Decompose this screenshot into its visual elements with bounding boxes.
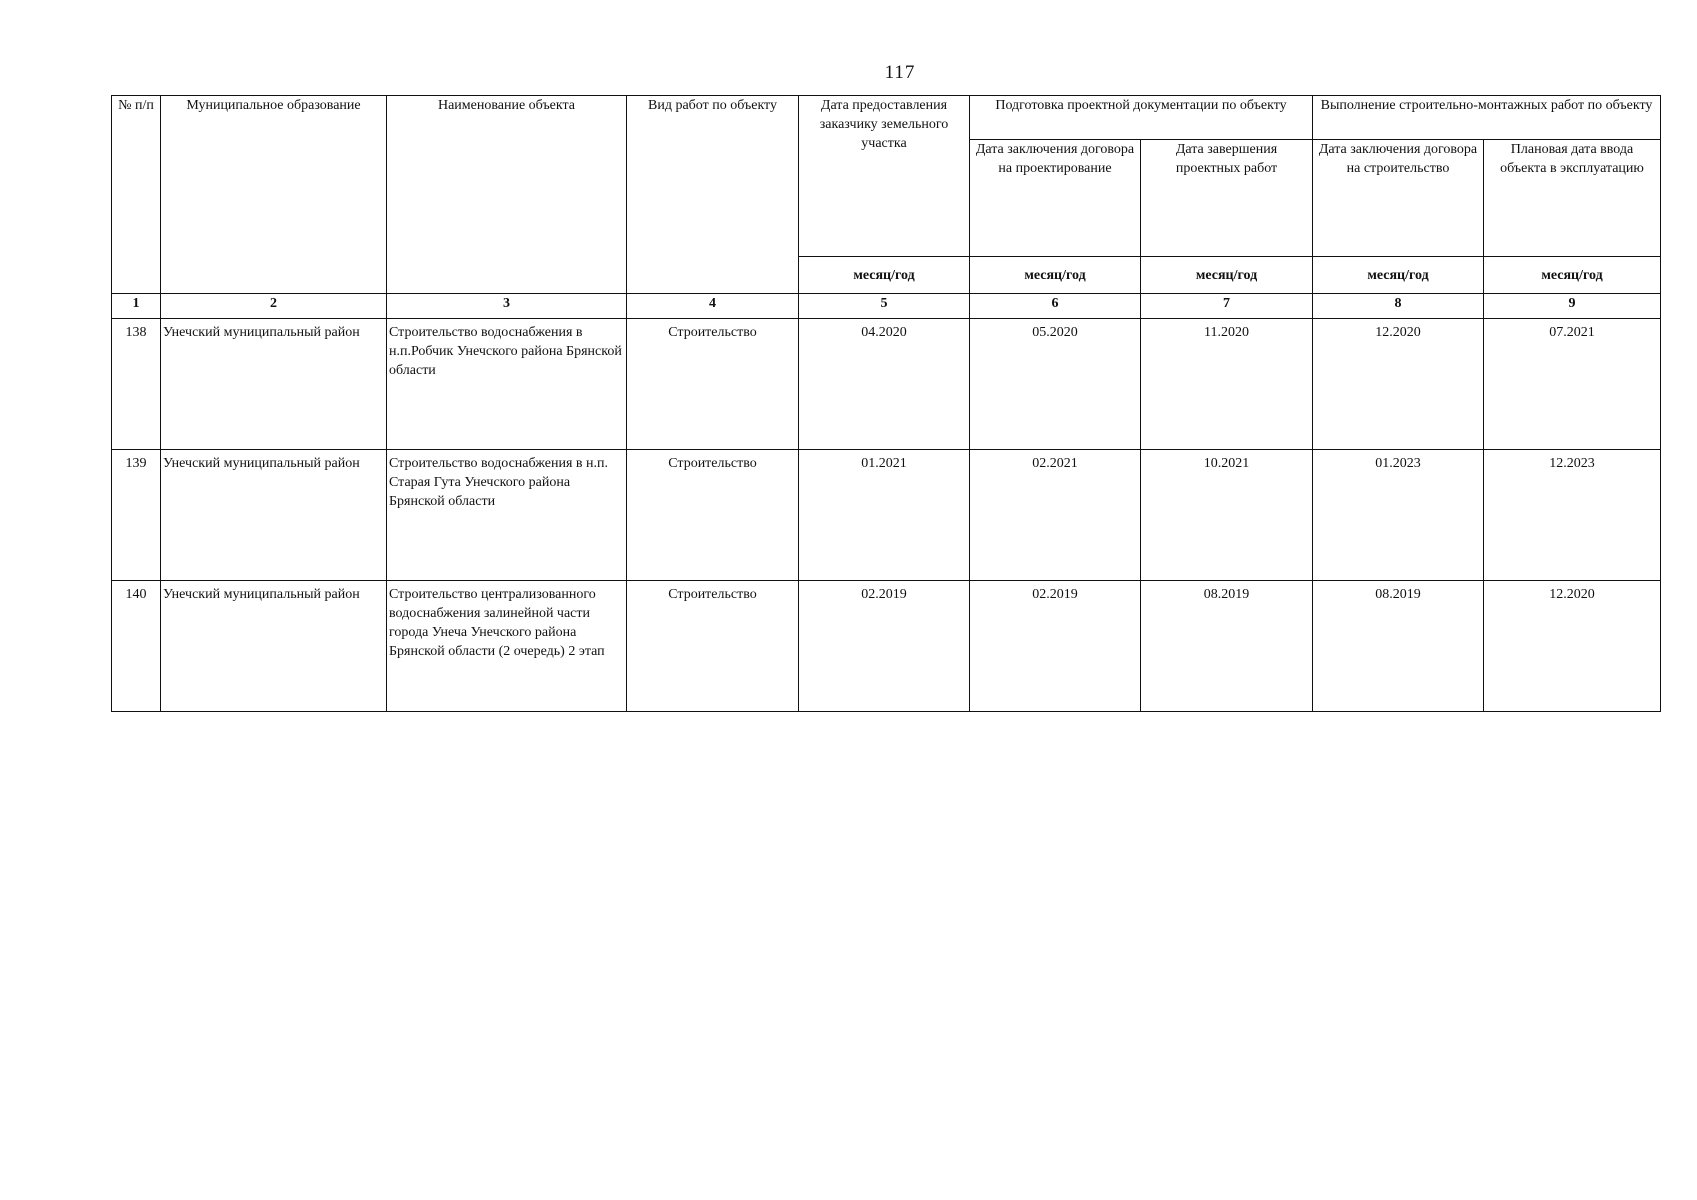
- row-commissioning: 07.2021: [1484, 319, 1661, 450]
- header-col-construction-contract: Дата заключения договора на строительство: [1313, 140, 1484, 257]
- row-land-date: 01.2021: [799, 450, 970, 581]
- row-design-complete: 10.2021: [1141, 450, 1313, 581]
- row-design-contract: 02.2019: [970, 581, 1141, 712]
- row-number: 140: [112, 581, 161, 712]
- column-number: 3: [387, 294, 627, 319]
- unit-label: месяц/год: [1484, 257, 1661, 294]
- row-commissioning: 12.2023: [1484, 450, 1661, 581]
- row-construction-contract: 08.2019: [1313, 581, 1484, 712]
- row-municipality: Унечский муниципальный район: [161, 581, 387, 712]
- row-construction-contract: 12.2020: [1313, 319, 1484, 450]
- row-object: Строительство централизованного водоснабжения залинейной части города Унеча Унечского района Брянской области (2 очередь) 2 этап: [387, 581, 627, 712]
- row-design-complete: 08.2019: [1141, 581, 1313, 712]
- column-number: 6: [970, 294, 1141, 319]
- row-work-type: Строительство: [627, 581, 799, 712]
- construction-plan-table: [111, 95, 1661, 712]
- row-land-date: 04.2020: [799, 319, 970, 450]
- column-number: 2: [161, 294, 387, 319]
- column-number: 7: [1141, 294, 1313, 319]
- row-municipality: Унечский муниципальный район: [161, 319, 387, 450]
- column-number: 8: [1313, 294, 1484, 319]
- unit-label: месяц/год: [1313, 257, 1484, 294]
- unit-label: месяц/год: [970, 257, 1141, 294]
- unit-label: месяц/год: [1141, 257, 1313, 294]
- header-col-design-complete: Дата завершения проектных работ: [1141, 140, 1313, 257]
- column-number: 4: [627, 294, 799, 319]
- header-col-work-type: Вид работ по объекту: [627, 96, 799, 294]
- header-col-object: Наименование объекта: [387, 96, 627, 294]
- row-object: Строительство водоснабжения в н.п.Робчик Унечского района Брянской области: [387, 319, 627, 450]
- page-number: 117: [884, 62, 916, 83]
- header-row-top: [112, 96, 1661, 140]
- row-design-contract: 02.2021: [970, 450, 1141, 581]
- row-object: Строительство водоснабжения в н.п. Старая Гута Унечского района Брянской области: [387, 450, 627, 581]
- row-construction-contract: 01.2023: [1313, 450, 1484, 581]
- header-col-municipality: Муниципальное образование: [161, 96, 387, 294]
- row-design-contract: 05.2020: [970, 319, 1141, 450]
- header-group-construction: Выполнение строительно-монтажных работ по объекту: [1313, 96, 1661, 140]
- unit-label: месяц/год: [799, 257, 970, 294]
- row-number: 138: [112, 319, 161, 450]
- column-number: 9: [1484, 294, 1661, 319]
- row-municipality: Унечский муниципальный район: [161, 450, 387, 581]
- table-row: [112, 319, 1661, 450]
- row-design-complete: 11.2020: [1141, 319, 1313, 450]
- row-land-date: 02.2019: [799, 581, 970, 712]
- row-commissioning: 12.2020: [1484, 581, 1661, 712]
- table-row: [112, 450, 1661, 581]
- header-col-design-contract: Дата заключения договора на проектирование: [970, 140, 1141, 257]
- table-row: [112, 581, 1661, 712]
- header-col-num: № п/п: [112, 96, 161, 294]
- row-work-type: Строительство: [627, 319, 799, 450]
- column-number: 1: [112, 294, 161, 319]
- row-work-type: Строительство: [627, 450, 799, 581]
- column-number: 5: [799, 294, 970, 319]
- row-number: 139: [112, 450, 161, 581]
- header-col-commissioning: Плановая дата ввода объекта в эксплуатацию: [1484, 140, 1661, 257]
- header-group-design: Подготовка проектной документации по объекту: [970, 96, 1313, 140]
- column-number-row: [112, 294, 1661, 319]
- header-col-land-date: Дата предоставления заказчику земельного участка: [799, 96, 970, 257]
